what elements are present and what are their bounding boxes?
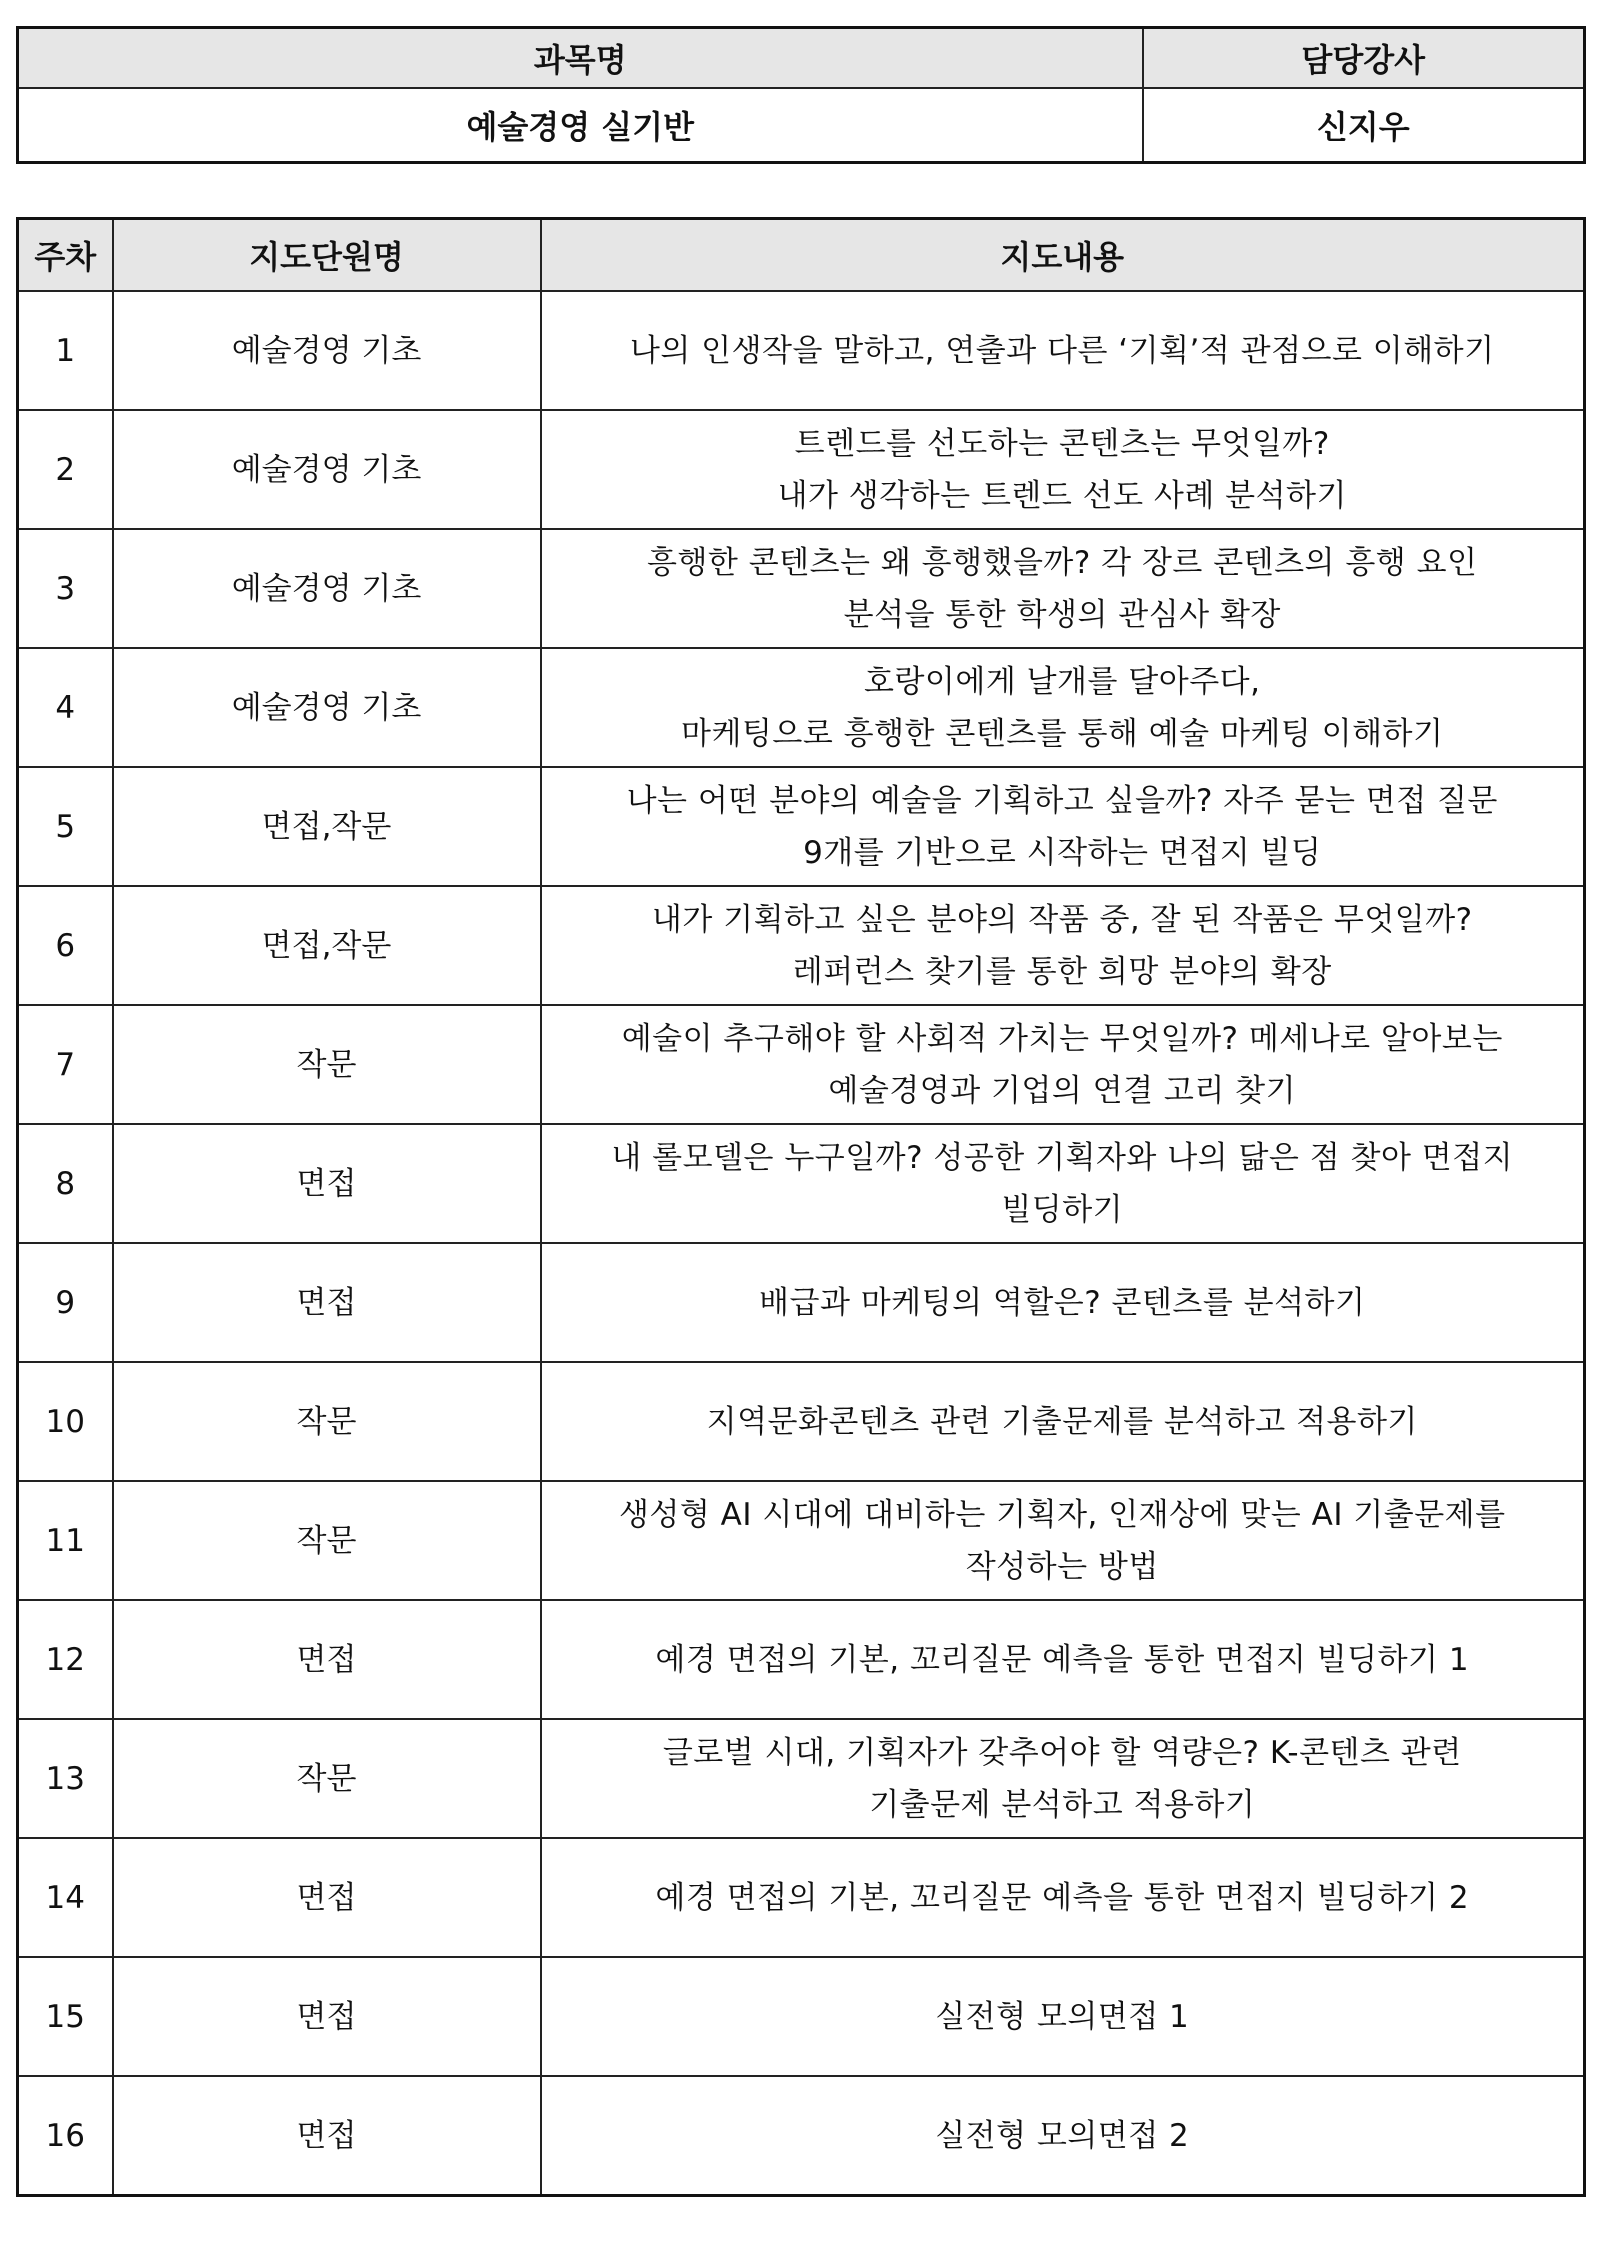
unit-cell: 예술경영 기초 <box>113 410 541 529</box>
table-row <box>18 529 1585 648</box>
content-cell: 흥행한 콘텐츠는 왜 흥행했을까? 각 장르 콘텐츠의 흥행 요인 분석을 통한 학생의 관심사 확장 <box>541 529 1585 648</box>
week-cell: 5 <box>18 767 113 886</box>
unit-cell: 면접,작문 <box>113 886 541 1005</box>
week-cell: 9 <box>18 1243 113 1362</box>
week-cell: 6 <box>18 886 113 1005</box>
content-cell: 글로벌 시대, 기획자가 갖추어야 할 역량은? K-콘텐츠 관련 기출문제 분석하고 적용하기 <box>541 1719 1585 1838</box>
content-cell: 예경 면접의 기본, 꼬리질문 예측을 통한 면접지 빌딩하기 2 <box>541 1838 1585 1957</box>
table-row <box>18 1362 1585 1481</box>
schedule-table <box>16 217 1586 2197</box>
table-row <box>18 1600 1585 1719</box>
course-info-table <box>16 26 1586 164</box>
content-cell: 예경 면접의 기본, 꼬리질문 예측을 통한 면접지 빌딩하기 1 <box>541 1600 1585 1719</box>
course-name-value: 예술경영 실기반 <box>18 88 1143 163</box>
table-row <box>18 2076 1585 2196</box>
content-cell: 호랑이에게 날개를 달아주다, 마케팅으로 흥행한 콘텐츠를 통해 예술 마케팅 이해하기 <box>541 648 1585 767</box>
table-row <box>18 1719 1585 1838</box>
week-cell: 11 <box>18 1481 113 1600</box>
unit-cell: 면접 <box>113 1600 541 1719</box>
content-cell: 내 롤모델은 누구일까? 성공한 기획자와 나의 닮은 점 찾아 면접지 빌딩하기 <box>541 1124 1585 1243</box>
week-cell: 7 <box>18 1005 113 1124</box>
unit-cell: 예술경영 기초 <box>113 529 541 648</box>
unit-cell: 면접 <box>113 1243 541 1362</box>
content-cell: 트렌드를 선도하는 콘텐츠는 무엇일까? 내가 생각하는 트렌드 선도 사례 분석하기 <box>541 410 1585 529</box>
week-cell: 1 <box>18 291 113 410</box>
unit-cell: 작문 <box>113 1005 541 1124</box>
week-cell: 10 <box>18 1362 113 1481</box>
content-cell: 나는 어떤 분야의 예술을 기획하고 싶을까? 자주 묻는 면접 질문 9개를 기반으로 시작하는 면접지 빌딩 <box>541 767 1585 886</box>
instructor-value: 신지우 <box>1143 88 1585 163</box>
content-header: 지도내용 <box>541 219 1585 292</box>
week-cell: 8 <box>18 1124 113 1243</box>
content-cell: 내가 기획하고 싶은 분야의 작품 중, 잘 된 작품은 무엇일까? 레퍼런스 찾기를 통한 희망 분야의 확장 <box>541 886 1585 1005</box>
week-cell: 3 <box>18 529 113 648</box>
unit-cell: 작문 <box>113 1481 541 1600</box>
table-row <box>18 1005 1585 1124</box>
table-row <box>18 767 1585 886</box>
table-row <box>18 1481 1585 1600</box>
info-header-row <box>18 28 1585 89</box>
unit-cell: 예술경영 기초 <box>113 648 541 767</box>
unit-header: 지도단원명 <box>113 219 541 292</box>
unit-cell: 작문 <box>113 1362 541 1481</box>
table-row <box>18 1838 1585 1957</box>
table-row <box>18 648 1585 767</box>
table-row <box>18 1957 1585 2076</box>
course-name-header: 과목명 <box>18 28 1143 89</box>
schedule-header-row <box>18 219 1585 292</box>
table-row <box>18 410 1585 529</box>
week-cell: 16 <box>18 2076 113 2196</box>
content-cell: 생성형 AI 시대에 대비하는 기획자, 인재상에 맞는 AI 기출문제를 작성하는 방법 <box>541 1481 1585 1600</box>
instructor-header: 담당강사 <box>1143 28 1585 89</box>
week-header: 주차 <box>18 219 113 292</box>
content-cell: 배급과 마케팅의 역할은? 콘텐츠를 분석하기 <box>541 1243 1585 1362</box>
unit-cell: 면접,작문 <box>113 767 541 886</box>
week-cell: 2 <box>18 410 113 529</box>
schedule-body <box>18 291 1585 2196</box>
unit-cell: 예술경영 기초 <box>113 291 541 410</box>
content-cell: 나의 인생작을 말하고, 연출과 다른 ‘기획’적 관점으로 이해하기 <box>541 291 1585 410</box>
unit-cell: 면접 <box>113 1957 541 2076</box>
table-row <box>18 1243 1585 1362</box>
table-row <box>18 291 1585 410</box>
week-cell: 14 <box>18 1838 113 1957</box>
unit-cell: 면접 <box>113 1838 541 1957</box>
content-cell: 실전형 모의면접 1 <box>541 1957 1585 2076</box>
unit-cell: 면접 <box>113 1124 541 1243</box>
week-cell: 13 <box>18 1719 113 1838</box>
unit-cell: 작문 <box>113 1719 541 1838</box>
content-cell: 지역문화콘텐츠 관련 기출문제를 분석하고 적용하기 <box>541 1362 1585 1481</box>
table-row <box>18 1124 1585 1243</box>
info-value-row <box>18 88 1585 163</box>
content-cell: 실전형 모의면접 2 <box>541 2076 1585 2196</box>
unit-cell: 면접 <box>113 2076 541 2196</box>
week-cell: 12 <box>18 1600 113 1719</box>
content-cell: 예술이 추구해야 할 사회적 가치는 무엇일까? 메세나로 알아보는 예술경영과 기업의 연결 고리 찾기 <box>541 1005 1585 1124</box>
week-cell: 4 <box>18 648 113 767</box>
table-row <box>18 886 1585 1005</box>
week-cell: 15 <box>18 1957 113 2076</box>
